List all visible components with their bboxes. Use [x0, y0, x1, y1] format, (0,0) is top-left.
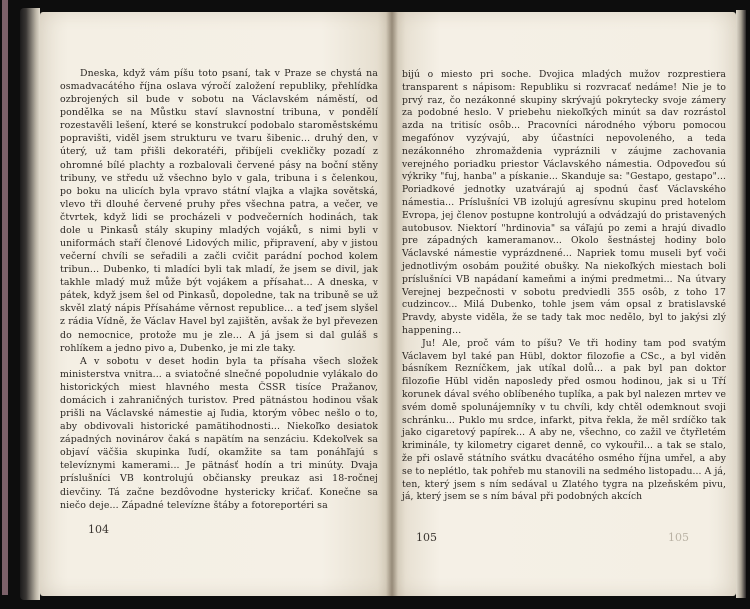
- left-paragraph-1: Dneska, když vám píšu toto psaní, tak v Praze se chystá na osmadvacátého října oslava výročí založení republiky, přehlídka ozbrojených sil bude v sobotu na Václavském náměstí, od pondělka se na Můstku staví slavnostní tribuna, v pondělí rozestavěli lešení, které se konstrukcí podobalo staroměstskému popravišti, viděl jsem strukturu ve tvaru šibenic... druhý den, v úterý, už tam přišli dekoratéři, přibíjeli cvekličky pozadí z ohromné bílé plachty a rozbalovali červené pásy na boční stěny tribuny, ve středu už všechno bylo v gala, tribuna i s čelenkou, po boku na ulicích byla vpravo státní vlajka a vlajka sovětská, vlevo tři dlouhé červené pruhy přes všechna patra, a večer, ve čtvrtek, když lidi se procházeli v podvečerních hodinách, tak dole u Pinkasů stály skupiny mladých vojáků, s nimi byli v uniformách staří členové Lidových milic, připravení, aby v jistou večerní chvíli se seřadili a začli cvičit parádní pochod kolem tribun... Dubenko, ti mladíci byli tak mladí, že jsem se divil, jak takhle mladý muž může být vojákem a přísahat... A dneska, v pátek, když jsem šel od Pinkasů, dopoledne, tak na tribuně se už skvěl zlatý nápis Přísaháme věrnost republice... a teď jsem slyšel z rádia Vídně, že Václav Havel byl zajištěn, avšak že byl převezen do nemocnice, protože mu je zle... A já jsem si dal guláš s rohlíkem a jedno pivo a, Dubenko, je mi zle taky.: [60, 68, 378, 354]
- left-paragraph-2: A v sobotu v deset hodin byla ta přísaha všech složek ministerstva vnitra... a sviatočné slnečné popoludnie vylákalo do historických miest hlavného mesta ČSSR tisíce Pražanov, domácich i zahraničných turistov. Pred pätnástou hodinou však prišli na Václavské námestie aj ľudia, ktorým vôbec nešlo o to, aby obdivovali historické pamätihodnosti... Niekoľko desiatok západných novinárov čaká s napätím na senzáciu. Kdekoľvek sa objaví väčšia skupinka ľudí, okamžite sa tam ponáhľajú s televíznymi kamerami... Je pätnásť hodín a tri minúty. Dvaja príslušníci VB kontrolujú občiansky preukaz asi 18-ročnej dievčiny. Tá začne bezdôvodne hystericky kričať. Konečne sa niečo deje... Západné televízne štáby a fotoreportéri sa: [60, 355, 378, 511]
- page-edges-right: [736, 10, 746, 598]
- left-page-text: [60, 67, 378, 512]
- right-page-text: [402, 69, 726, 504]
- book-cover-edge-left: [20, 8, 40, 600]
- right-page-number: 105: [416, 531, 437, 544]
- book-gutter: [386, 12, 398, 596]
- right-paragraph-2: Ju! Ale, proč vám to píšu? Ve tři hodiny tam pod svatým Václavem byl také pan Hübl, doktor filozofie a CSc., a byl viděn básníkem Rezníčkem, jak utíkal dolů... a pak byl pan doktor filozofie Hübl viděn naposledy před osmou hodinou, jak si u Tří korunek dával svého oblíbeného tuplíka, a pak byl nalezen mrtev ve svém domě spolunájemníky v tu chvíli, kdy chtěl odemknout svoji schránku... Puklo mu srdce, infarkt, pitva řekla, že měl srdíčko tak jako cigaretový papírek... A aby ne, všechno, co zažil ve čtyřletém kriminále, ty kilometry cigaret denně, co vykouřil... a tak se stalo, že při oslavě státního svátku dvacátého osmého října umřel, a aby se to neplétlo, tak pohřeb mu stanovili na sedmého listopadu... A já, ten, který jsem s ním sedával u Zlatého tygra na plzeňském pivu, já, který jsem se s ním bával při podobných akcích: [402, 337, 726, 503]
- right-paragraph-1: bijú o miesto pri soche. Dvojica mladých mužov rozprestiera transparent s nápisom: Republiku si rozvracať nedáme! Nie je to prvý raz, čo nezákonné skupiny skrývajú pokrytecky svoje zámery za podobné heslo. V priebehu niekoľkých minút sa dav rozrástol azda na tritisíc osôb... Pracovníci národného výboru pomocou megafónov vyzývajú, aby účastníci nepovoleného, a teda nezákonného zhromaždenia vypráznili v záujme zachovania verejného poriadku priestor Václavského námestia. Odpoveďou sú výkriky "fuj, hanba" a pískanie... Skanduje sa: "Gestapo, gestapo"... Poriadkové jednotky uzatvárajú aj spodnú časť Václavského námestia... Príslušníci VB izolujú agresívnu skupinu pred hotelom Evropa, jej členov postupne kontrolujú a odvádzajú do pristavených autobusov. Niektorí "hrdinovia" sa váľajú po zemi a hrajú divadlo pre západných kameramanov... Okolo šestnástej hodiny bolo Václavské námestie vyprázdnené... Napriek tomu museli byť voči jednotlivým osobám použité obušky. Na niekoľkých miestach boli príslušníci VB napádaní kameňmi a inými predmetmi... Na útvary Verejnej bezpečnosti v sobotu predviedli 355 osôb, z toho 17 cudzincov... Milá Dubenko, tohle jsem vám opsal z bratislavské Pravdy, abyste viděla, že se tady tak moc nedělo, byl to jakýsi zlý happening...: [402, 69, 726, 336]
- left-page-number: 104: [88, 523, 109, 536]
- show-through-page-number: 105: [668, 531, 689, 544]
- background-strip: [2, 0, 8, 595]
